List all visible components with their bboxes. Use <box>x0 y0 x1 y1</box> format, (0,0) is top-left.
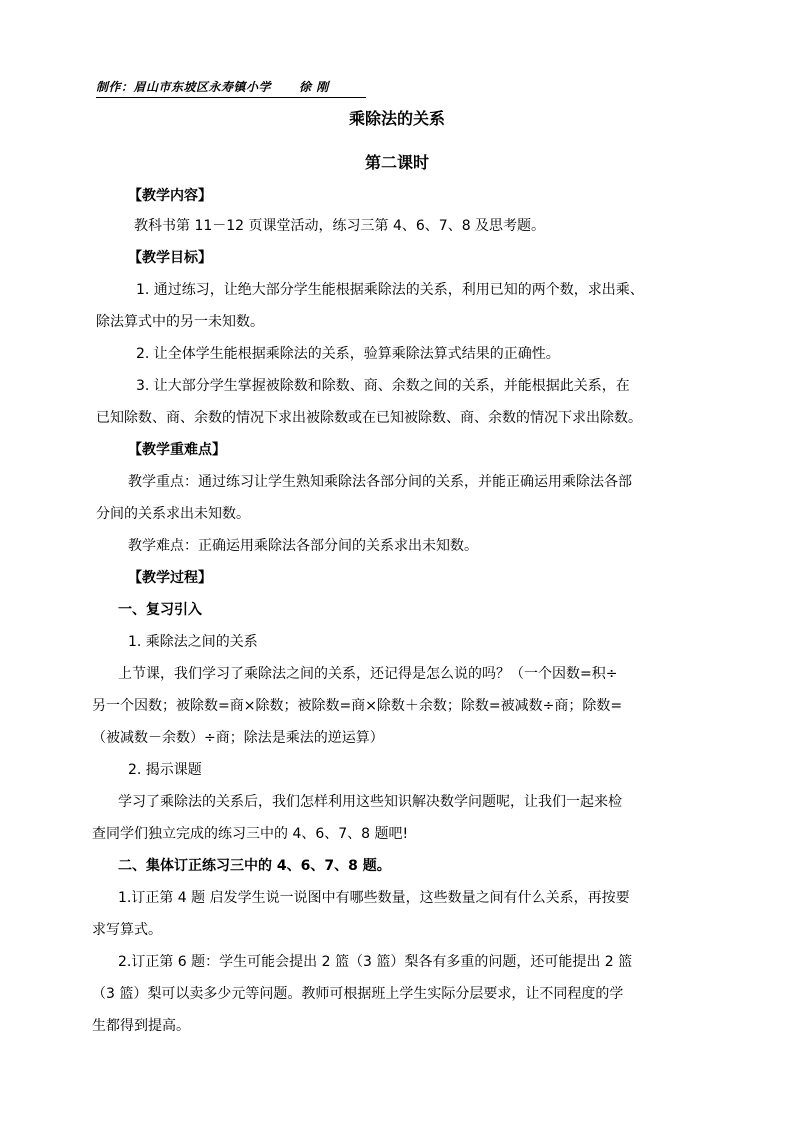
header-author: 徐 刚 <box>299 80 329 94</box>
goal-1-line-2: 除法算式中的另一未知数。 <box>96 314 264 330</box>
review-2-line-2: 查同学们独立完成的练习三中的 4、6、7、8 题吧! <box>92 826 409 842</box>
document-title: 乘除法的关系 <box>348 109 445 128</box>
page-header <box>96 78 366 98</box>
goal-1-line-1: 1. 通过练习，让绝大部分学生能根据乘除法的关系，利用已知的两个数，求出乘、 <box>136 282 644 298</box>
review-1-line-3: （被减数－余数）÷商；除法是乘法的逆运算） <box>92 730 384 746</box>
goal-2: 2. 让全体学生能根据乘除法的关系，验算乘除法算式结果的正确性。 <box>136 346 560 362</box>
correction-4-line-2: 求写算式。 <box>92 922 162 938</box>
review-1-line-1: 上节课，我们学习了乘除法之间的关系，还记得是怎么说的吗？（一个因数=积÷ <box>118 666 618 682</box>
part-1-heading: 一、复习引入 <box>118 602 202 618</box>
content-text: 教科书第 11－12 页课堂活动，练习三第 4、6、7、8 及思考题。 <box>134 218 546 234</box>
review-1-heading: 1. 乘除法之间的关系 <box>128 634 258 650</box>
key-point-line-1: 教学重点：通过练习让学生熟知乘除法各部分间的关系，并能正确运用乘除法各部 <box>128 474 632 490</box>
correction-6-line-2: （3 篮）梨可以卖多少元等问题。教师可根据班上学生实际分层要求，让不同程度的学 <box>92 986 624 1002</box>
review-1-line-2: 另一个因数；被除数=商×除数；被除数=商×除数＋余数；除数=被减数÷商；除数= <box>92 698 623 714</box>
key-heading: 【教学重难点】 <box>128 442 226 458</box>
part-2-heading: 二、集体订正练习三中的 4、6、7、8 题。 <box>118 858 391 874</box>
correction-4-line-1: 1.订正第 4 题 启发学生说一说图中有哪些数量，这些数量之间有什么关系，再按要 <box>118 890 630 906</box>
goal-3-line-2: 已知除数、商、余数的情况下求出被除数或在已知被除数、商、余数的情况下求出除数。 <box>96 410 642 426</box>
correction-6-line-1: 2.订正第 6 题：学生可能会提出 2 篮（3 篮）梨各有多重的问题，还可能提出 2 篮 <box>118 954 633 970</box>
correction-6-line-3: 生都得到提高。 <box>92 1018 190 1034</box>
document-subtitle: 第二课时 <box>364 153 429 172</box>
difficulty-point: 教学难点：正确运用乘除法各部分间的关系求出未知数。 <box>128 538 478 554</box>
review-2-line-1: 学习了乘除法的关系后，我们怎样利用这些知识解决数学问题呢，让我们一起来检 <box>118 794 622 810</box>
content-heading: 【教学内容】 <box>128 188 212 204</box>
key-point-line-2: 分间的关系求出未知数。 <box>96 506 250 522</box>
process-heading: 【教学过程】 <box>128 570 212 586</box>
goals-heading: 【教学目标】 <box>128 250 212 266</box>
goal-3-line-1: 3. 让大部分学生掌握被除数和除数、商、余数之间的关系，并能根据此关系，在 <box>136 378 630 394</box>
header-maker: 制作：眉山市东坡区永寿镇小学 <box>96 80 272 94</box>
review-2-heading: 2. 揭示课题 <box>128 762 202 778</box>
